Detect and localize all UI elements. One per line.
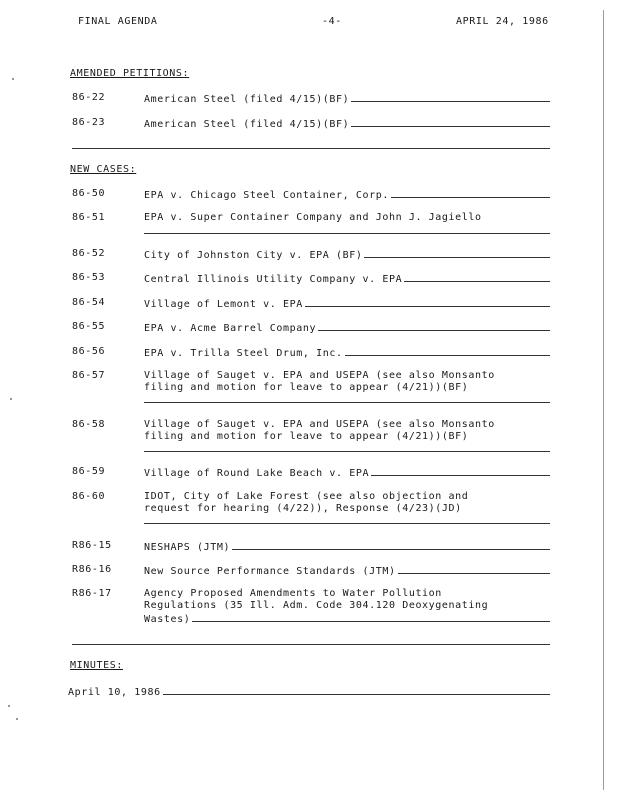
case-title-continued: filing and motion for leave to appear (4/21))(BF) bbox=[144, 382, 469, 393]
case-number: 86-53 bbox=[72, 272, 106, 283]
case-title: NESHAPS (JTM) bbox=[144, 542, 231, 553]
fill-line bbox=[144, 233, 550, 234]
case-title: IDOT, City of Lake Forest (see also objection and bbox=[144, 491, 469, 502]
case-number: 86-23 bbox=[72, 117, 106, 128]
fill-line bbox=[144, 523, 550, 524]
case-title: Village of Round Lake Beach v. EPA bbox=[144, 468, 370, 479]
case-title: Village of Sauget v. EPA and USEPA (see also Monsanto bbox=[144, 419, 495, 430]
case-row bbox=[72, 272, 550, 286]
case-row bbox=[72, 466, 550, 480]
case-title: EPA v. Trilla Steel Drum, Inc. bbox=[144, 348, 343, 359]
case-title: Agency Proposed Amendments to Water Pollution bbox=[144, 588, 442, 599]
case-number: 86-54 bbox=[72, 297, 106, 308]
case-number: 86-58 bbox=[72, 419, 106, 430]
case-title: Village of Lemont v. EPA bbox=[144, 299, 303, 310]
case-number: 86-60 bbox=[72, 491, 106, 502]
case-row bbox=[72, 540, 550, 554]
case-title-continued: filing and motion for leave to appear (4/21))(BF) bbox=[144, 431, 469, 442]
case-number: 86-51 bbox=[72, 212, 106, 223]
case-number: 86-55 bbox=[72, 321, 106, 332]
petition-row bbox=[72, 117, 550, 131]
minutes-date: April 10, 1986 bbox=[68, 687, 161, 698]
scan-speck bbox=[16, 718, 18, 720]
minutes-heading: MINUTES: bbox=[70, 660, 123, 671]
case-title-continued: Wastes) bbox=[144, 614, 191, 625]
case-title: American Steel (filed 4/15)(BF) bbox=[144, 94, 350, 105]
minutes-row bbox=[68, 685, 550, 699]
case-title: EPA v. Chicago Steel Container, Corp. bbox=[144, 190, 389, 201]
case-number: 86-22 bbox=[72, 92, 106, 103]
petition-row bbox=[72, 92, 550, 106]
case-row-continued bbox=[72, 612, 550, 626]
case-title: New Source Performance Standards (JTM) bbox=[144, 566, 396, 577]
case-number: 86-56 bbox=[72, 346, 106, 357]
case-row bbox=[72, 564, 550, 578]
case-number: R86-17 bbox=[72, 588, 112, 599]
document-title: FINAL AGENDA bbox=[78, 16, 158, 27]
case-title: Village of Sauget v. EPA and USEPA (see also Monsanto bbox=[144, 370, 495, 381]
scan-speck bbox=[10, 398, 12, 400]
agenda-date: APRIL 24, 1986 bbox=[456, 16, 549, 27]
separator-line bbox=[72, 644, 550, 645]
amended-petitions-heading: AMENDED PETITIONS: bbox=[70, 68, 190, 79]
new-cases-heading: NEW CASES: bbox=[70, 164, 137, 175]
case-number: R86-15 bbox=[72, 540, 112, 551]
case-title-continued: Regulations (35 Ill. Adm. Code 304.120 Deoxygenating bbox=[144, 600, 489, 611]
scan-speck bbox=[8, 705, 10, 707]
fill-line bbox=[144, 451, 550, 452]
case-number: 86-50 bbox=[72, 188, 106, 199]
case-title: Central Illinois Utility Company v. EPA bbox=[144, 274, 403, 285]
case-row bbox=[72, 321, 550, 335]
case-number: R86-16 bbox=[72, 564, 112, 575]
case-number: 86-52 bbox=[72, 248, 106, 259]
case-title-continued: request for hearing (4/22)), Response (4/23)(JD) bbox=[144, 503, 462, 514]
case-title: EPA v. Acme Barrel Company bbox=[144, 323, 317, 334]
fill-line bbox=[144, 402, 550, 403]
scan-speck bbox=[12, 78, 14, 80]
case-number: 86-57 bbox=[72, 370, 106, 381]
case-row bbox=[72, 297, 550, 311]
case-title: EPA v. Super Container Company and John J. Jagiello bbox=[144, 212, 482, 223]
case-row bbox=[72, 212, 550, 226]
case-row bbox=[72, 346, 550, 360]
page-number: -4- bbox=[322, 16, 342, 27]
case-row bbox=[72, 188, 550, 202]
page-edge-shadow bbox=[603, 10, 604, 790]
case-row-continued bbox=[72, 382, 550, 396]
case-row-continued bbox=[72, 503, 550, 517]
separator-line bbox=[72, 148, 550, 149]
case-title: American Steel (filed 4/15)(BF) bbox=[144, 119, 350, 130]
case-row-continued bbox=[72, 431, 550, 445]
case-number: 86-59 bbox=[72, 466, 106, 477]
case-title: City of Johnston City v. EPA (BF) bbox=[144, 250, 363, 261]
case-row bbox=[72, 248, 550, 262]
